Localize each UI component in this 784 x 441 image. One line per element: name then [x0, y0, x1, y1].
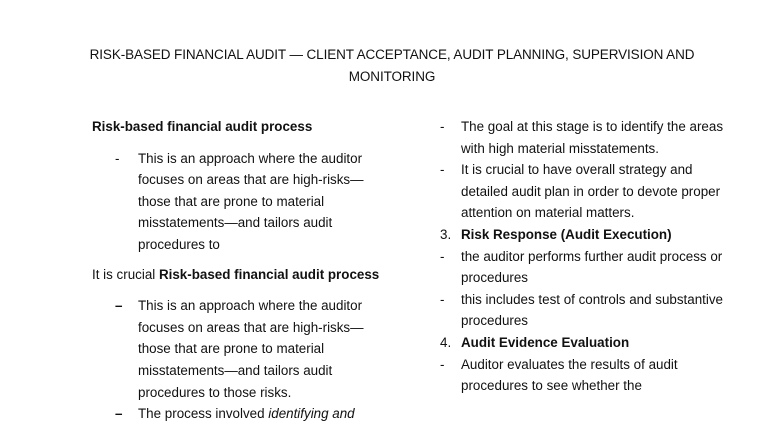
dash-bullet: -: [115, 150, 120, 166]
bullet-text: the auditor performs further audit process or procedures: [461, 248, 723, 286]
title-line-2: MONITORING: [348, 69, 436, 84]
list-item: [92, 148, 392, 256]
paragraph-bold: Risk-based financial audit process: [158, 266, 380, 282]
dash-bullet: -: [440, 248, 445, 264]
dash-bullet: -: [440, 356, 445, 372]
dash-bullet: -: [440, 162, 445, 178]
list-item: [440, 159, 730, 224]
list-item: [440, 354, 730, 397]
item-title: Risk Response (Audit Execution): [461, 226, 672, 242]
right-column: [440, 116, 730, 397]
left-column: [92, 116, 392, 425]
numbered-item: [440, 332, 730, 354]
title-line-1: RISK-BASED FINANCIAL AUDIT — CLIENT ACCEPTANCE, AUDIT PLANNING, SUPERVISION AND: [89, 47, 695, 62]
dash-bullet: -: [440, 119, 445, 134]
item-number: 3.: [440, 226, 452, 242]
document-title: [70, 44, 714, 88]
bullet-text: This is an approach where the auditor focuses on areas that are high-risks—those that are prone to material misstatements—and tailors audit procedures to: [138, 150, 364, 252]
item-number: 4.: [440, 334, 452, 350]
bullet-text: This is an approach where the auditor focuses on areas that are high-risks—those that are prone to material misstatements—and tailors audit procedures to those risks.: [138, 298, 364, 400]
bullet-text: The goal at this stage is to identify the areas with high material misstatements.: [461, 119, 724, 156]
list-item: [440, 116, 730, 159]
list-item: [92, 403, 392, 425]
dash-bullet: –: [115, 298, 123, 314]
dash-bullet: -: [440, 291, 445, 307]
numbered-item: [440, 224, 730, 246]
paragraph: [92, 264, 392, 286]
list-item: [440, 246, 730, 289]
bullet-text: The process involved: [138, 406, 269, 422]
section-heading: Risk-based financial audit process: [92, 119, 313, 134]
list-item: [440, 289, 730, 332]
dash-bullet: –: [115, 406, 123, 422]
list-item: [92, 295, 392, 403]
bullet-italic: identifying and: [268, 406, 355, 422]
bullet-text: Auditor evaluates the results of audit procedures to see whether the: [461, 356, 678, 394]
bullet-text: It is crucial to have overall strategy and detailed audit plan in order to devote proper attention on material matters.: [461, 162, 721, 221]
item-title: Audit Evidence Evaluation: [461, 334, 630, 350]
bullet-text: this includes test of controls and substantive procedures: [461, 291, 724, 329]
paragraph-text: It is crucial: [92, 266, 159, 282]
